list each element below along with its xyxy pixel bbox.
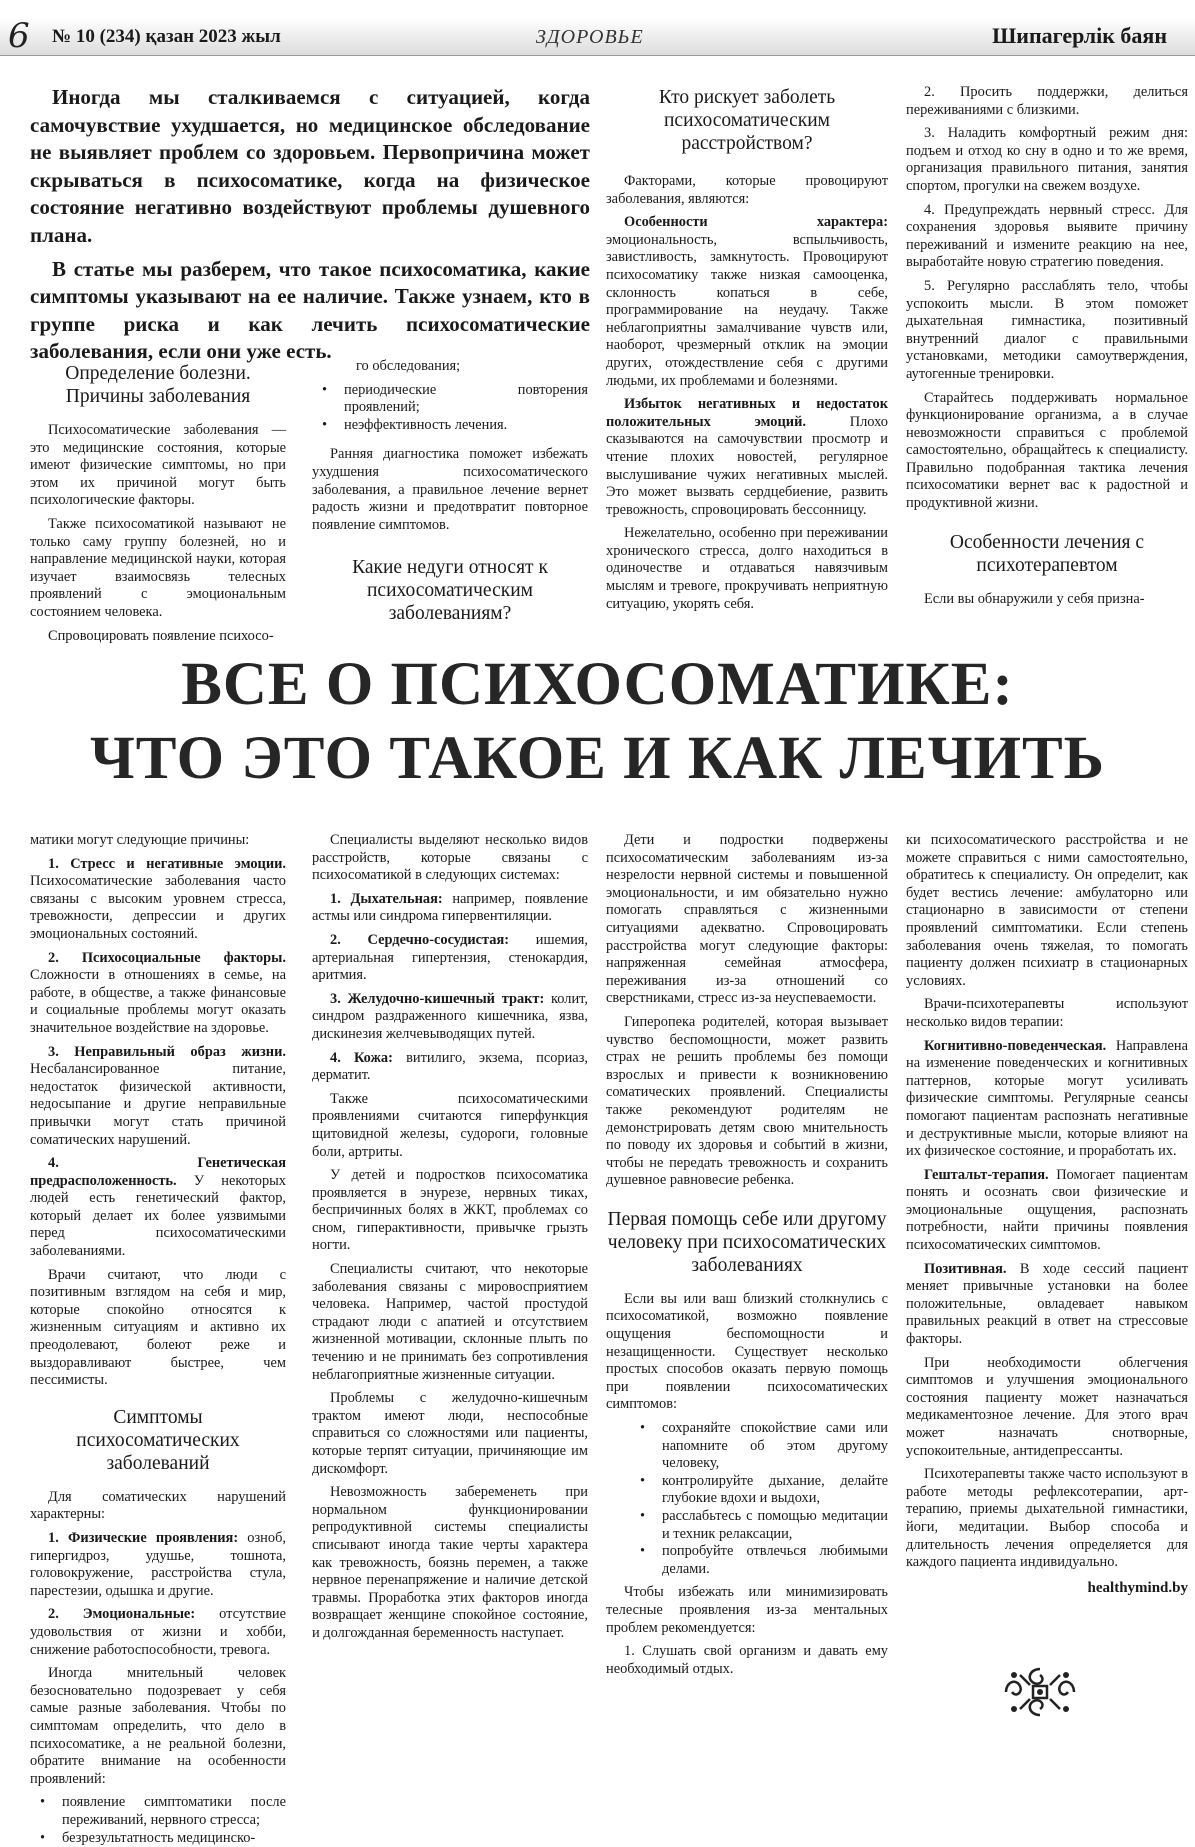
text: Направлена на изменение поведенческих и когнитивных паттернов, которые могут усиливать физические симптомы. Регулярные сеансы помогают пациентам распознать негативные и деструктивные мысли, которые влияют на их физическое состояние, и проработать их. [906, 1038, 1188, 1160]
bottom-column-2 [312, 832, 588, 1743]
paragraph: Дети и подростки подвержены психосоматическим заболеваниям из-за незрелости нервной системы и повышенной эмоциональности, и им обязательно нужно помогать справляться с жизненными ситуациями адекватно. Спровоцировать расстройства могут следующие факторы: напряженная семейная атмосфера, переживания из-за отношений со сверстниками, стресс из-за неуспеваемости. [606, 832, 888, 1008]
bold-term: 3. Неправильный образ жизни. [48, 1044, 286, 1060]
paragraph: 3. Наладить комфортный режим дня: подъем и отход ко сну в одно и то же время, организация правильного питания, занятия спортом, прогулки на свежем воздухе. [906, 125, 1188, 195]
paragraph [906, 1038, 1188, 1161]
paragraph: Врачи считают, что люди с позитивным взглядом на себя и мир, которые спокойно относятся к жизненным ситуациям и активно их преодолевают, болеют реже и выздоравливают быстрее, чем пессимисты. [30, 1267, 286, 1390]
headline-line-1: ВСЕ О ПСИХОСОМАТИКЕ: [0, 648, 1195, 722]
ornament-icon [1000, 1665, 1080, 1719]
bold-term: Избыток негативных и недостаток положительных эмоций. [606, 396, 888, 430]
bottom-column-3 [606, 832, 888, 1743]
bottom-column-1 [30, 832, 286, 1743]
rubric-title: ЗДОРОВЬЕ [536, 26, 644, 48]
subhead-definition: Определение болезни. Причины заболевания [30, 362, 286, 408]
text: отсутствие удовольствия от жизни и хобби, снижение работоспособности, тревога. [30, 1606, 286, 1657]
paragraph: 5. Регулярно расслаблять тело, чтобы успокоить мысли. В этом поможет дыхательная гимнастика, позитивный внутренний диалог с правильными установками, методики самоутверждения, аутогенные тренировки. [906, 278, 1188, 384]
paragraph: Специалисты выделяют несколько видов расстройств, которые связаны с психосоматикой в следующих системах: [312, 832, 588, 885]
paragraph: Невозможность забеременеть при нормальном функционировании репродуктивной системы специалисты списывают иногда такие черты характера как тревожность, боязнь перемен, а также нервное перенапряжение и наличие детской травмы. Проработка этих факторов иногда возвращает женщине спокойное состояние, и долгожданная беременность наступает. [312, 1484, 588, 1642]
text: например, появление астмы или синдрома гипервентиляции. [312, 891, 588, 925]
bold-term: 2. Сердечно-сосудистая: [330, 932, 509, 948]
bold-term: Гештальт-терапия. [924, 1167, 1049, 1183]
page-header [0, 18, 1195, 56]
text: В ходе сессий пациент меняет привычные установки на более положительные, овладевает навыком правильных реакций в ответ на стрессовые факторы. [906, 1261, 1188, 1347]
paragraph: Иногда мнительный человек безосновательно подозревает у себя самые разные заболевания. Чтобы по симптомам определить, что дело в психосоматике, а не реальной болезни, обратите внимание на особенности проявлений: [30, 1665, 286, 1788]
paragraph [312, 891, 588, 926]
bold-term: Особенности характера: [624, 214, 888, 230]
paragraph [312, 991, 588, 1044]
bold-term: Позитивная. [924, 1261, 1006, 1277]
paragraph [312, 1050, 588, 1085]
subhead-ailments: Какие недуги относят к психосоматическим заболеваниям? [312, 556, 588, 625]
paragraph: Также психосоматикой называют не только саму группу болезней, но и направление медицинской науки, которая изучает взаимосвязь телесных проявлений с эмоциональным состоянием человека. [30, 516, 286, 622]
paragraph: Также психосоматическими проявлениями считаются гиперфункция щитовидной железы, судороги, головные боли, артриты. [312, 1091, 588, 1161]
list-item: • неэффективность лечения. [312, 417, 588, 435]
paragraph: Если вы обнаружили у себя призна- [906, 591, 1188, 609]
top-column-1 [30, 352, 286, 634]
bold-term: 2. Психосоциальные факторы. [48, 950, 286, 966]
paragraph [606, 214, 888, 390]
paragraph [30, 950, 286, 1038]
text: ишемия, артериальная гипертензия, стенокардия, аритмия. [312, 932, 588, 983]
paragraph [30, 856, 286, 944]
paragraph: При необходимости облегчения симптомов и улучшения эмоционального состояния пациенту может назначаться медикаментозное лечение. Для этого врач может назначать снотворные, успокоительные, антидепрессанты. [906, 1355, 1188, 1461]
continued-text: матики могут следующие причины: [30, 832, 286, 850]
list-item: • попробуйте отвлечься любимыми делами. [630, 1543, 888, 1578]
paragraph: Спровоцировать появление психосо- [30, 628, 286, 646]
page-number: 6 [8, 18, 30, 54]
list-item: • сохраняйте спокойствие сами или напомните об этом другому человеку, [630, 1420, 888, 1473]
paragraph: Проблемы с желудочно-кишечным трактом имеют люди, неспособные справиться со сложностями или пациенты, которые терпят ситуации, причиняющие им дискомфорт. [312, 1390, 588, 1478]
paragraph [906, 1167, 1188, 1255]
bottom-column-4 [906, 832, 1188, 1662]
paragraph [30, 1155, 286, 1261]
top-column-2 [312, 358, 588, 634]
paragraph [606, 396, 888, 519]
paragraph: 2. Просить поддержки, делиться переживаниями с близкими. [906, 84, 1188, 119]
text: Помогает пациентам понять и осознать свои физические и эмоциональные ощущения, распознать потребности, найти причины появления психосоматических симптомов. [906, 1167, 1188, 1253]
paragraph: Если вы или ваш близкий столкнулись с психосоматикой, возможно появление ощущения беспомощности и незащищенности. Существует несколько простых способов оказать первую помощь при появлении психосоматических симптомов: [606, 1291, 888, 1414]
paragraph: 4. Предупреждать нервный стресс. Для сохранения здоровья выявите причину переживаний и измените реакцию на нее, выработайте новую стратегию поведения. [906, 202, 1188, 272]
bold-term: 1. Дыхательная: [330, 891, 443, 907]
paragraph [906, 1261, 1188, 1349]
text: Плохо сказываются на самочувствии просмотр и чтение плохих новостей, регулярное выслушивание чужих негативных мыслей. Это может вызвать сердцебиение, развить тревожность, спровоцировать бессонницу. [606, 414, 888, 518]
paragraph: Гиперопека родителей, которая вызывает чувство беспомощности, может развить страх не решить проблемы без помощи взрослых и привести к возникновению соматических проявлений. Специалисты также рекомендуют родителям не демонстрировать детям свою мнительность по поводу их здоровья и событий в жизни, чтобы не передать тревожность и сохранить душевное равновесие ребенка. [606, 1014, 888, 1190]
bold-term: 4. Генетическая предрасположенность. [30, 1155, 286, 1189]
bullet-list [606, 1420, 888, 1578]
continued-text: го обследования; [312, 358, 588, 376]
list-item: • появление симптоматики после переживаний, нервного стресса; [30, 1794, 286, 1829]
text: колит, синдром раздраженного кишечника, язва, дискинезия желчевыводящих путей. [312, 991, 588, 1042]
section-name: Шипагерлік баян [992, 24, 1167, 48]
paragraph: Чтобы избежать или минимизировать телесные проявления из-за ментальных проблем рекомендуется: [606, 1584, 888, 1637]
continued-text: ки психосоматического расстройства и не можете справиться с ними самостоятельно, обратитесь к специалисту. Он определит, как будет вестись лечение: амбулаторно или стационарно в зависимости от степени проявлений симптоматики. Если степень заболевания очень тяжелая, то помогать пациенту должен психиатр в стационарных условиях. [906, 832, 1188, 990]
list-item: • контролируйте дыхание, делайте глубокие вдохи и выдохи, [630, 1473, 888, 1508]
paragraph: 1. Слушать свой организм и давать ему необходимый отдых. [606, 1643, 888, 1678]
paragraph: Факторами, которые провоцируют заболевания, являются: [606, 173, 888, 208]
article-headline [0, 648, 1195, 796]
top-column-3 [606, 84, 888, 636]
paragraph: Для соматических нарушений характерны: [30, 1489, 286, 1524]
paragraph: Специалисты считают, что некоторые заболевания связаны с мировосприятием человека. Например, частой простудой страдают люди с апатией и отсутствием жизненной мотивации, склонные плыть по течению и не принимать без сопротивления неблагоприятные жизненные ситуации. [312, 1261, 588, 1384]
paragraph: Психотерапевты также часто используют в работе методы рефлексотерапии, арт-терапию, приемы дыхательной гимнастики, йоги, медитации. Выбор способа и длительность лечения определяется для каждого пациента индивидуально. [906, 1466, 1188, 1572]
top-column-4 [906, 84, 1188, 636]
subhead-first-aid: Первая помощь себе или другому человеку при психосоматических заболеваниях [606, 1208, 888, 1277]
bold-term: Когнитивно-поведенческая. [924, 1038, 1106, 1054]
subhead-treatment: Особенности лечения с психотерапевтом [906, 531, 1188, 577]
paragraph: Врачи-психотерапевты используют несколько видов терапии: [906, 996, 1188, 1031]
paragraph: Старайтесь поддерживать нормальное функционирование организма, а в случае невозможности справиться с проблемой самостоятельно, обращайтесь к специалисту. Правильно подобранная тактика лечения психосоматики вернет вас к радостной и продуктивной жизни. [906, 390, 1188, 513]
source-credit: healthymind.by [906, 1580, 1188, 1598]
text: витилиго, экзема, псориаз, дерматит. [312, 1050, 588, 1084]
text: Психосоматические заболевания часто связаны с высоким уровнем стресса, тревожности, депрессии и других эмоциональных состояний. [30, 873, 286, 942]
paragraph [312, 932, 588, 985]
list-item: • безрезультатность медицинско- [30, 1830, 286, 1847]
bold-term: 1. Физические проявления: [48, 1530, 238, 1546]
subhead-symptoms: Симптомы психосоматических заболеваний [30, 1406, 286, 1475]
bold-term: 1. Стресс и негативные эмоции. [48, 856, 286, 872]
text: У некоторых людей есть генетический фактор, который делает их более уязвимыми перед психосоматическими заболеваниями. [30, 1173, 286, 1259]
issue-info: № 10 (234) қазан 2023 жыл [52, 26, 281, 48]
text: Сложности в отношениях в семье, на работе, в обществе, а также финансовые и социальные проблемы могут оказать значительное воздействие на здоровье. [30, 967, 286, 1036]
text: эмоциональность, вспыльчивость, завистливость, замкнутость. Провоцируют психосоматику также низкая самооценка, склонность копаться в себе, программирование на неудачу. Также неблагоприятны замалчивание чувств или, наоборот, чрезмерный отклик на эмоции других, отождествление себя с другими людьми, их проблемами и болезнями. [606, 232, 888, 389]
paragraph: Нежелательно, особенно при переживании хронического стресса, долго находиться в одиночестве и отдаваться навязчивым мыслям и тревоге, прокручивать неприятную ситуацию, укорять себя. [606, 525, 888, 613]
text: Несбалансированное питание, недостаток физической активности, недосыпание и другие неправильные привычки могут стать причиной соматических нарушений. [30, 1061, 286, 1147]
list-item: • периодические повторения проявлений; [312, 382, 588, 417]
paragraph [30, 1606, 286, 1659]
paragraph: Психосоматические заболевания — это медицинские состояния, которые имеют физические симптомы, но при этом их причиной могут быть психологические факторы. [30, 422, 286, 510]
bold-term: 2. Эмоциональные: [48, 1606, 195, 1622]
lead-text-2: В статье мы разберем, что такое психосоматика, какие симптомы указывают на ее наличие. Также узнаем, кто в группе риска и как лечить психосоматические заболевания, если они уже есть. [30, 256, 590, 366]
bold-term: 4. Кожа: [330, 1050, 393, 1066]
list-item: • расслабьтесь с помощью медитации и техник релаксации, [630, 1508, 888, 1543]
bullet-list [30, 1794, 286, 1847]
bold-term: 3. Желудочно-кишечный тракт: [330, 991, 544, 1007]
paragraph: Ранняя диагностика поможет избежать ухудшения психосоматического заболевания, а правильное лечение вернет радость жизни и предотвратит повторное появление симптомов. [312, 446, 588, 534]
lead-paragraph [30, 84, 590, 372]
text: озноб, гипергидроз, удушье, тошнота, головокружение, расстройства стула, парестезии, одышка и другие. [30, 1530, 286, 1599]
lead-text-1: Иногда мы сталкиваемся с ситуацией, когда самочувствие ухудшается, но медицинское обследование не выявляет проблем со здоровьем. Первопричина может скрываться в психосоматике, когда на физическое состояние негативно воздействуют проблемы душевного плана. [30, 84, 590, 250]
bullet-list [312, 382, 588, 435]
headline-line-2: ЧТО ЭТО ТАКОЕ И КАК ЛЕЧИТЬ [0, 722, 1195, 796]
paragraph [30, 1530, 286, 1600]
subhead-risk: Кто рискует заболеть психосоматическим расстройством? [606, 86, 888, 155]
paragraph [30, 1044, 286, 1150]
paragraph: У детей и подростков психосоматика проявляется в энурезе, нервных тиках, беспричинных болях в ЖКТ, проблемах со сном, гиперактивности, привычке грызть ногти. [312, 1167, 588, 1255]
